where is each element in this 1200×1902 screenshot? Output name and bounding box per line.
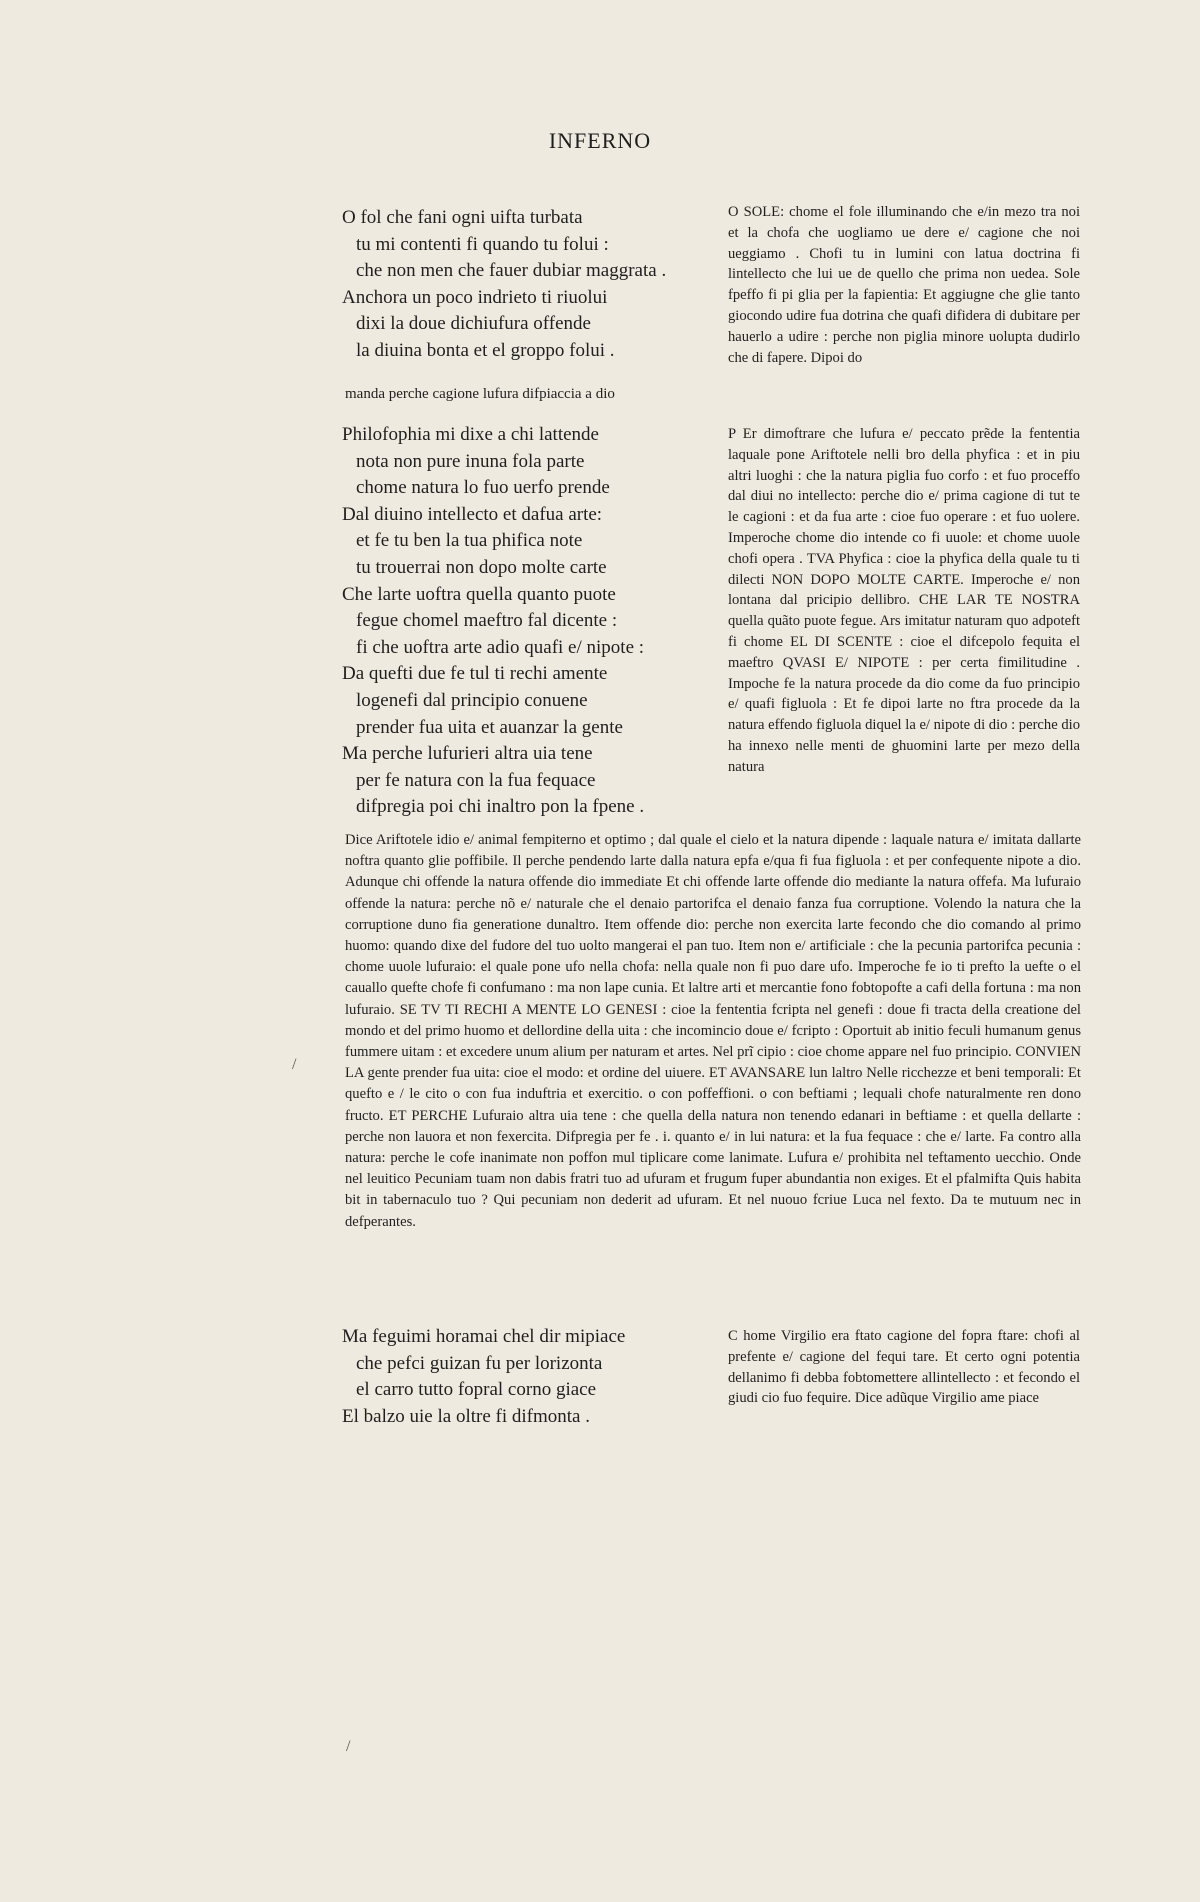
commentary-block-3	[728, 1326, 1080, 1409]
verse-line: tu trouerrai non dopo molte carte	[356, 556, 607, 578]
verse-line: Philofophia mi dixe a chi lattende	[342, 424, 599, 445]
verse-line: et fe tu ben la tua phifica note	[356, 530, 583, 552]
margin-mark: /	[346, 1738, 351, 1755]
question-line: manda perche cagione lufura difpiaccia a dio	[345, 386, 615, 402]
verse-line: Dal diuino intellecto et dafua arte:	[342, 503, 603, 525]
verse-line: chome natura lo fuo uerfo prende	[356, 477, 610, 499]
verse-line: fegue chomel maeftro fal dicente :	[356, 610, 618, 632]
verse-block-1	[342, 205, 722, 365]
verse-block-3	[342, 1324, 722, 1430]
commentary-block-2	[728, 424, 1080, 778]
commentary-block-1	[728, 202, 1080, 368]
verse-line: che non men che fauer dubiar maggrata .	[356, 260, 667, 282]
verse-line: Ma feguimi horamai chel dir mipiace	[342, 1326, 626, 1347]
verse-line: per fe natura con la fua fequace	[356, 769, 596, 791]
verse-line: tu mi contenti fi quando tu folui :	[356, 233, 609, 255]
verse-line: El balzo uie la oltre fi difmonta .	[342, 1405, 590, 1427]
commentary-text: Dice Ariftotele idio e/ animal fempiterno et optimo ; dal quale el cielo et la natura dipende : laquale natura e/ imitata dallarte noftra quanto glie poffibile. Il perche pendendo larte dalla natura epfa e/qua fi fua figluola : et per confequente nipote a dio. Adunque chi offende la natura offende dio immediate Et chi offende larte offende dio mediante la natura offefa. Ma lufuraio offende la natura: perche nõ e/ naturale che el denaio partorifca el denaio fanza fua corruptione. Volendo la natura che la corruptione duno fia generatione dunaltro. Item offende dio: perche non exercita larte fecondo che dio comando al primo huomo: quando dixe del fudore del tuo uolto mangerai el pan tuo. Item non e/ artificiale : che la pecunia partorifca pecunia : chome uuole lufuraio: el quale pone ufo nella chofa: nella quale non fi puo dare ufo. Imperoche fe io ti prefto la uefte o el cauallo quefte chofe fi confumano : ma non lape cunia. Et laltre arti et mercantie fono fobtopofte a cafi della fortuna : ma non lufuraio. SE TV TI RECHI A MENTE LO GENESI : cioe la fententia fcripta nel genefi : doue fi tracta della creatione del mondo et del primo huomo et dellordine della uita : che incomincio doue e/ fcripto : Oportuit ab initio feculi humanum genus fummere uitam : et excedere unum alium per naturam et artes. Nel prĩ cipio : cioe chome appare nel fuo principio. CONVIEN LA gente prender fua uita: cioe el modo: et ordine del uiuere. ET AVANSARE lun laltro Nelle ricchezze et beni temporali: Et quefto e / le cito o con fua induftria et exercitio. o con poffeffioni. o con beftiami ; lequali chofe naturalmente ren dono fructo. ET PERCHE Lufuraio altra uia tene : che quella della natura non tenendo edanari in beftiame : et quella dellarte : perche non lauora et non fexercita. Difpregia per fe . i. quanto e/ in lui natura: et la fua fequace : che e/ larte. Fa contro alla natura: perche le cofe inanimate non poffon mul tiplicare come lanimate. Lufura e/ prohibita nel teftamento uecchio. Onde nel leuitico Pecuniam tuam non dabis fratri tuo ad ufuram et frugum fuper abundantia non exiges. Et el pfalmifta Quis habita bit in tabernaculo tuo ? Qui pecuniam non dederit ad ufuram. Et nel nuouo fcriue Luca nel fexto. Da te mutuum nec in defperantes.	[345, 832, 1081, 1230]
verse-line: la diuina bonta et el groppo folui .	[356, 339, 615, 361]
verse-block-2	[342, 422, 722, 821]
verse-line: Che larte uoftra quella quanto puote	[342, 583, 616, 605]
verse-line: O fol che fani ogni uifta turbata	[342, 207, 583, 228]
verse-line: Ma perche lufurieri altra uia tene	[342, 743, 593, 765]
verse-line: difpregia poi chi inaltro pon la fpene .	[356, 796, 645, 818]
long-commentary	[345, 830, 1081, 1233]
commentary-text: O SOLE: chome el fole illuminando che e/in mezo tra noi et la chofa che uogliamo ue dere e/ cagione che noi ueggiamo . Chofi tu in lumini con latua doctrina fi lintellecto che lui ue de quello che prima non uedea. Sole fpeffo fi pi glia per la fapientia: Et aggiugne che glie tanto giocondo udire fua dotrina che quafi difidera di dubitare per hauerlo a udire : perche non piglia minore uolupta dudirlo che di fapere. Dipoi do	[728, 204, 1080, 366]
verse-line: nota non pure inuna fola parte	[356, 450, 585, 472]
verse-line: prender fua uita et auanzar la gente	[356, 716, 623, 738]
verse-line: logenefi dal principio conuene	[356, 689, 588, 711]
verse-line: el carro tutto fopral corno giace	[356, 1379, 597, 1401]
margin-mark: /	[292, 1056, 297, 1073]
verse-line: dixi la doue dichiufura offende	[356, 313, 591, 335]
commentary-text: C home Virgilio era ftato cagione del fopra ftare: chofi al prefente e/ cagione del fequi tare. Et certo ogni potentia dellanimo fi debba fobtomettere allintellecto : et fecondo el giudi cio fuo fequire. Dice adũque Virgilio ame piace	[728, 1328, 1080, 1407]
commentary-text: P Er dimoftrare che lufura e/ peccato prẽde la fententia laquale pone Ariftotele nelli bro della phyfica : et in piu altri luoghi : che la natura piglia fuo corfo : et fuo proceffo dal diui no intellecto: perche dio e/ prima cagione di tut te le cagioni : et da fua arte : cioe fuo operare : et fuo uolere. Imperoche chome dio intende co fi uuole: et chome uuole chofi opera . TVA Phyfica : cioe la phyfica della quale tu ti dilecti NON DOPO MOLTE CARTE. Imperoche e/ non lontana dal pricipio dellibro. CHE LAR TE NOSTRA quella quãto puote fegue. Ars imitatur naturam quo adpoteft fi chome EL DI SCENTE : cioe el difcepolo fequita el maeftro QVASI E/ NIPOTE : per certa fimilitudine . Impoche fe la natura procede da dio come da fuo principio e/ quafi figluola : Et fe dipoi larte no ftra procede da la natura effendo figluola diquel la e/ nipote di dio : perche dio ha innexo nelle menti de ghuomini larte per mezo della natura	[728, 426, 1080, 775]
running-head: INFERNO	[548, 128, 652, 153]
verse-line: Anchora un poco indrieto ti riuolui	[342, 286, 608, 308]
verse-line: fi che uoftra arte adio quafi e/ nipote :	[356, 636, 645, 658]
verse-line: che pefci guizan fu per lorizonta	[356, 1352, 603, 1374]
verse-line: Da quefti due fe tul ti rechi amente	[342, 663, 608, 685]
